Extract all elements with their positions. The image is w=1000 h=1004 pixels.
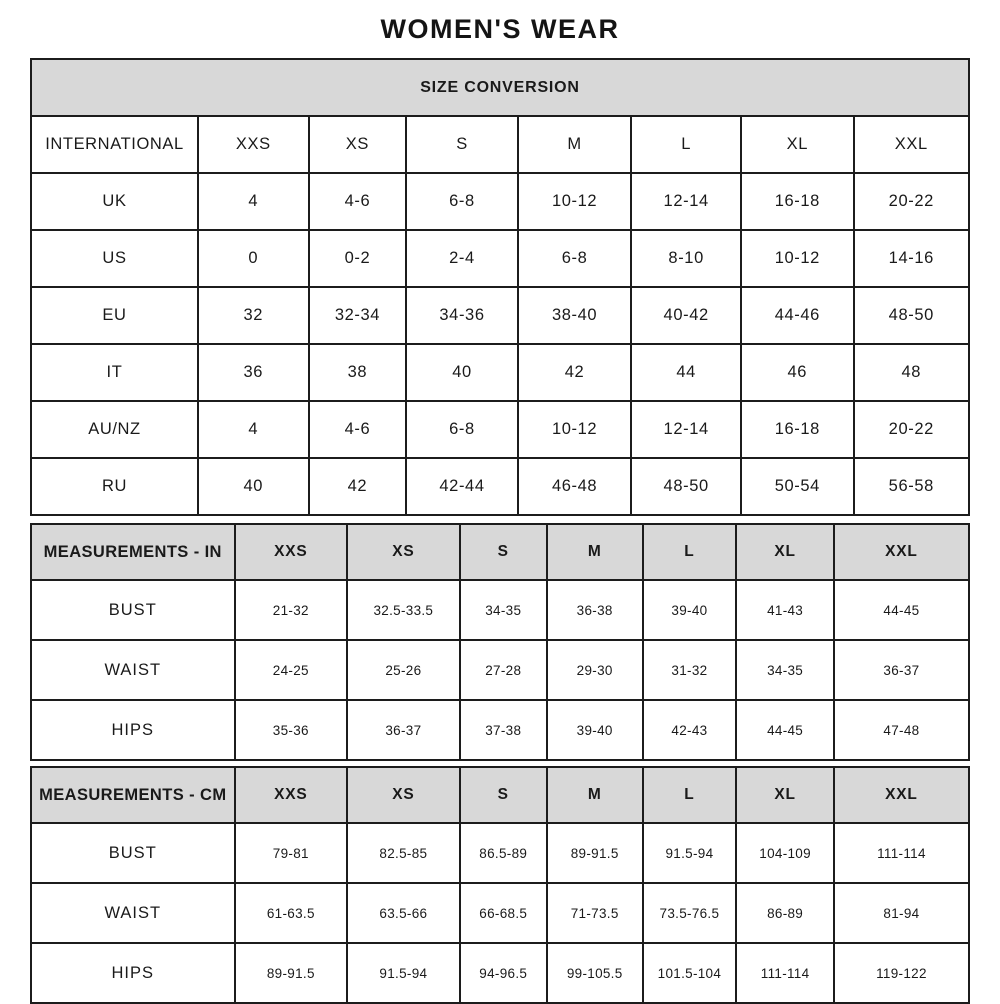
table-cell: 44 bbox=[631, 344, 741, 401]
table-cell: 56-58 bbox=[854, 458, 969, 515]
measurements-cm-title: MEASUREMENTS - CM bbox=[31, 767, 235, 823]
table-cell: 10-12 bbox=[518, 401, 631, 458]
column-header-xl: XL bbox=[736, 767, 834, 823]
table-cell: 25-26 bbox=[347, 640, 460, 700]
column-header-l: L bbox=[643, 524, 737, 580]
column-header-xxl: XXL bbox=[834, 767, 969, 823]
table-row bbox=[31, 287, 969, 344]
row-label: WAIST bbox=[31, 883, 235, 943]
table-row bbox=[31, 943, 969, 1003]
table-cell: 8-10 bbox=[631, 230, 741, 287]
column-header-m: M bbox=[547, 767, 643, 823]
column-header-l: L bbox=[631, 116, 741, 173]
table-cell: 6-8 bbox=[406, 173, 518, 230]
table-row bbox=[31, 173, 969, 230]
table-cell: 41-43 bbox=[736, 580, 834, 640]
table-cell: 34-36 bbox=[406, 287, 518, 344]
table-cell: 0 bbox=[198, 230, 309, 287]
table-row bbox=[31, 883, 969, 943]
table-cell: 61-63.5 bbox=[235, 883, 348, 943]
table-cell: 20-22 bbox=[854, 401, 969, 458]
table-cell: 82.5-85 bbox=[347, 823, 460, 883]
table-cell: 86-89 bbox=[736, 883, 834, 943]
column-header-xl: XL bbox=[736, 524, 834, 580]
column-header-s: S bbox=[460, 524, 547, 580]
table-cell: 73.5-76.5 bbox=[643, 883, 737, 943]
table-cell: 89-91.5 bbox=[547, 823, 643, 883]
column-header-m: M bbox=[518, 116, 631, 173]
table-row bbox=[31, 700, 969, 760]
column-header-international: INTERNATIONAL bbox=[31, 116, 198, 173]
row-label: AU/NZ bbox=[31, 401, 198, 458]
table-cell: 6-8 bbox=[406, 401, 518, 458]
table-cell: 20-22 bbox=[854, 173, 969, 230]
table-row bbox=[31, 580, 969, 640]
table-cell: 29-30 bbox=[547, 640, 643, 700]
column-header-xl: XL bbox=[741, 116, 854, 173]
table-cell: 16-18 bbox=[741, 173, 854, 230]
size-conversion-title: SIZE CONVERSION bbox=[31, 59, 969, 116]
row-label: UK bbox=[31, 173, 198, 230]
column-header-m: M bbox=[547, 524, 643, 580]
table-cell: 119-122 bbox=[834, 943, 969, 1003]
table-cell: 91.5-94 bbox=[643, 823, 737, 883]
table-cell: 81-94 bbox=[834, 883, 969, 943]
table-cell: 36-37 bbox=[347, 700, 460, 760]
size-conversion-title-row bbox=[31, 59, 969, 116]
column-header-xxs: XXS bbox=[198, 116, 309, 173]
table-cell: 4-6 bbox=[309, 401, 407, 458]
column-header-xs: XS bbox=[347, 524, 460, 580]
table-cell: 4 bbox=[198, 173, 309, 230]
table-row bbox=[31, 230, 969, 287]
table-cell: 91.5-94 bbox=[347, 943, 460, 1003]
table-cell: 104-109 bbox=[736, 823, 834, 883]
table-cell: 40-42 bbox=[631, 287, 741, 344]
table-cell: 101.5-104 bbox=[643, 943, 737, 1003]
table-cell: 40 bbox=[198, 458, 309, 515]
table-cell: 2-4 bbox=[406, 230, 518, 287]
table-cell: 0-2 bbox=[309, 230, 407, 287]
table-cell: 94-96.5 bbox=[460, 943, 547, 1003]
row-label: BUST bbox=[31, 823, 235, 883]
table-cell: 34-35 bbox=[736, 640, 834, 700]
row-label: HIPS bbox=[31, 943, 235, 1003]
table-cell: 44-45 bbox=[736, 700, 834, 760]
table-cell: 86.5-89 bbox=[460, 823, 547, 883]
size-conversion-header-row bbox=[31, 116, 969, 173]
column-header-xxs: XXS bbox=[235, 524, 348, 580]
measurements-cm-table bbox=[30, 766, 970, 1004]
row-label: WAIST bbox=[31, 640, 235, 700]
table-cell: 21-32 bbox=[235, 580, 348, 640]
table-cell: 32 bbox=[198, 287, 309, 344]
table-cell: 42-44 bbox=[406, 458, 518, 515]
column-header-xxl: XXL bbox=[854, 116, 969, 173]
table-cell: 35-36 bbox=[235, 700, 348, 760]
table-cell: 39-40 bbox=[643, 580, 737, 640]
table-cell: 42-43 bbox=[643, 700, 737, 760]
table-cell: 37-38 bbox=[460, 700, 547, 760]
table-row bbox=[31, 640, 969, 700]
table-cell: 12-14 bbox=[631, 173, 741, 230]
column-header-s: S bbox=[460, 767, 547, 823]
table-cell: 47-48 bbox=[834, 700, 969, 760]
column-header-l: L bbox=[643, 767, 737, 823]
table-row bbox=[31, 823, 969, 883]
table-cell: 10-12 bbox=[518, 173, 631, 230]
table-cell: 36-38 bbox=[547, 580, 643, 640]
table-cell: 111-114 bbox=[834, 823, 969, 883]
table-row bbox=[31, 401, 969, 458]
table-cell: 99-105.5 bbox=[547, 943, 643, 1003]
table-cell: 48 bbox=[854, 344, 969, 401]
table-cell: 4-6 bbox=[309, 173, 407, 230]
size-conversion-table bbox=[30, 58, 970, 516]
table-cell: 42 bbox=[309, 458, 407, 515]
measurements-in-table bbox=[30, 523, 970, 761]
row-label: BUST bbox=[31, 580, 235, 640]
column-header-s: S bbox=[406, 116, 518, 173]
table-cell: 38-40 bbox=[518, 287, 631, 344]
table-cell: 40 bbox=[406, 344, 518, 401]
column-header-xxl: XXL bbox=[834, 524, 969, 580]
table-cell: 89-91.5 bbox=[235, 943, 348, 1003]
table-cell: 6-8 bbox=[518, 230, 631, 287]
table-cell: 4 bbox=[198, 401, 309, 458]
row-label: HIPS bbox=[31, 700, 235, 760]
table-cell: 14-16 bbox=[854, 230, 969, 287]
table-cell: 31-32 bbox=[643, 640, 737, 700]
table-cell: 24-25 bbox=[235, 640, 348, 700]
table-cell: 46 bbox=[741, 344, 854, 401]
table-row bbox=[31, 344, 969, 401]
table-cell: 36-37 bbox=[834, 640, 969, 700]
table-cell: 46-48 bbox=[518, 458, 631, 515]
table-cell: 38 bbox=[309, 344, 407, 401]
table-row bbox=[31, 458, 969, 515]
table-cell: 42 bbox=[518, 344, 631, 401]
column-header-xs: XS bbox=[309, 116, 407, 173]
table-cell: 16-18 bbox=[741, 401, 854, 458]
table-cell: 63.5-66 bbox=[347, 883, 460, 943]
table-cell: 50-54 bbox=[741, 458, 854, 515]
measurements-cm-header-row bbox=[31, 767, 969, 823]
table-cell: 36 bbox=[198, 344, 309, 401]
table-cell: 32.5-33.5 bbox=[347, 580, 460, 640]
table-cell: 111-114 bbox=[736, 943, 834, 1003]
row-label: EU bbox=[31, 287, 198, 344]
column-header-xs: XS bbox=[347, 767, 460, 823]
table-cell: 44-45 bbox=[834, 580, 969, 640]
row-label: US bbox=[31, 230, 198, 287]
table-cell: 66-68.5 bbox=[460, 883, 547, 943]
table-cell: 27-28 bbox=[460, 640, 547, 700]
measurements-in-header-row bbox=[31, 524, 969, 580]
table-cell: 32-34 bbox=[309, 287, 407, 344]
table-cell: 34-35 bbox=[460, 580, 547, 640]
table-cell: 12-14 bbox=[631, 401, 741, 458]
row-label: IT bbox=[31, 344, 198, 401]
row-label: RU bbox=[31, 458, 198, 515]
table-cell: 44-46 bbox=[741, 287, 854, 344]
table-cell: 48-50 bbox=[854, 287, 969, 344]
table-cell: 48-50 bbox=[631, 458, 741, 515]
table-cell: 10-12 bbox=[741, 230, 854, 287]
table-cell: 71-73.5 bbox=[547, 883, 643, 943]
measurements-in-title: MEASUREMENTS - IN bbox=[31, 524, 235, 580]
table-cell: 39-40 bbox=[547, 700, 643, 760]
column-header-xxs: XXS bbox=[235, 767, 348, 823]
table-cell: 79-81 bbox=[235, 823, 348, 883]
page-title: WOMEN'S WEAR bbox=[380, 14, 620, 44]
